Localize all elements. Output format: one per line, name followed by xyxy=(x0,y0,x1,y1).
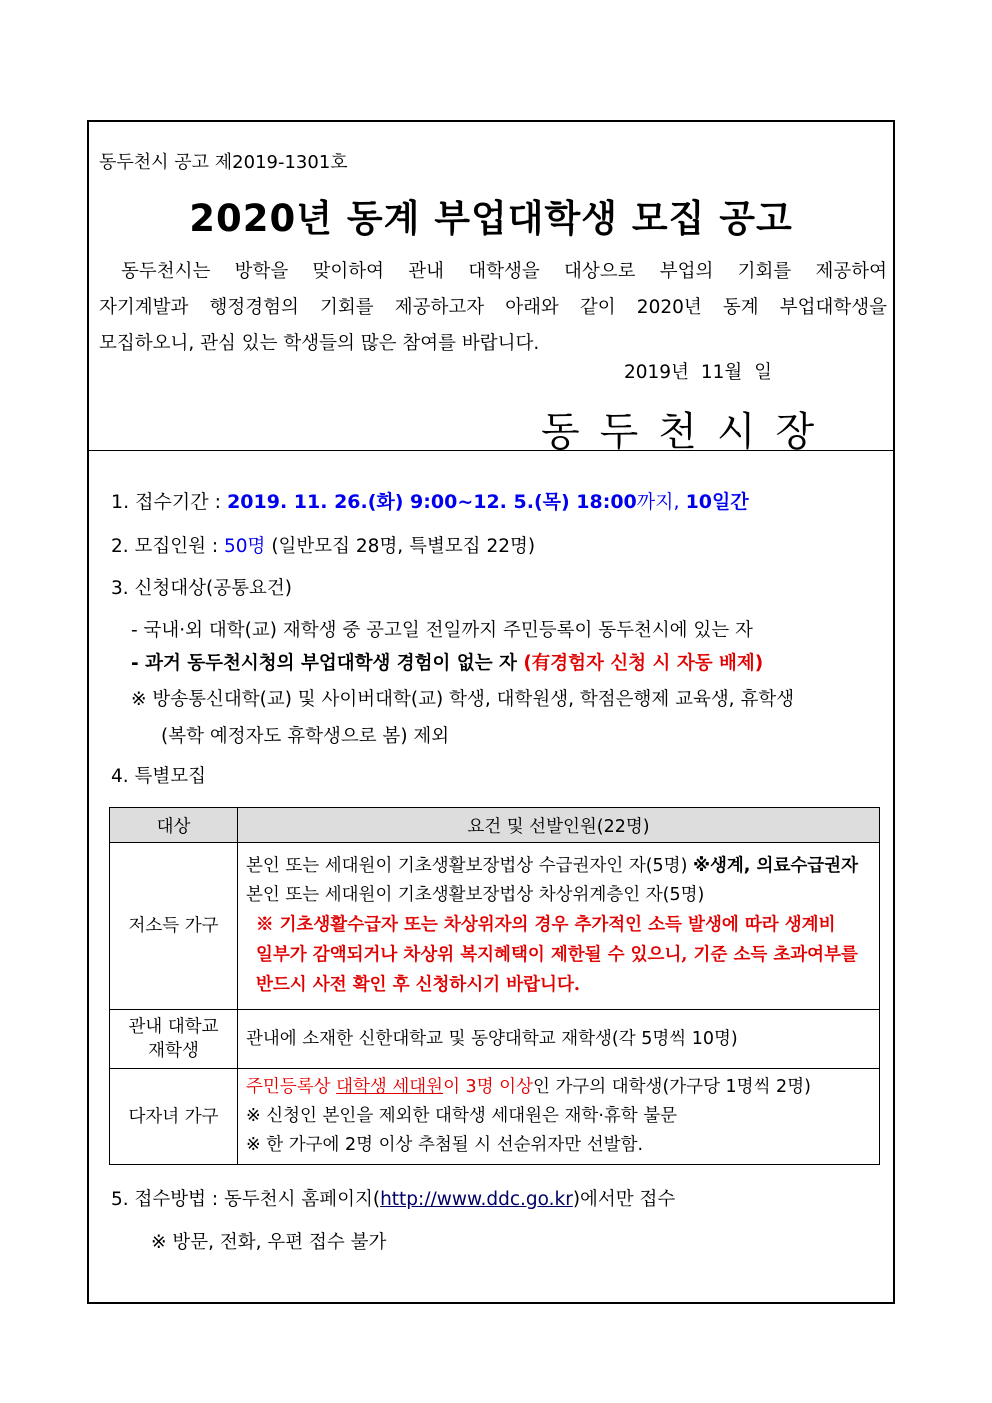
low-income-line-1b: ※생계, 의료수급권자 xyxy=(692,856,858,876)
multi-child-line-1-rest: 인 가구의 대학생(가구당 1명씩 2명) xyxy=(532,1077,811,1097)
notice-frame xyxy=(87,120,895,1304)
multi-child-desc xyxy=(238,1069,880,1165)
local-univ-category-line-2: 재학생 xyxy=(148,1041,199,1061)
item-method xyxy=(111,1185,675,1211)
item-method-label: 5. 접수방법 : 동두천시 홈페이지( xyxy=(111,1189,381,1210)
low-income-line-1a: 본인 또는 세대원이 기초생활보장법상 수급권자인 자(5명) xyxy=(246,856,693,876)
intro-line-3: 모집하오니, 관심 있는 학생들의 많은 참여를 바랍니다. xyxy=(99,333,540,354)
signer: 동두천시장 xyxy=(541,409,835,455)
count-detail: (일반모집 28명, 특별모집 22명) xyxy=(265,536,536,557)
table-row-local-univ xyxy=(110,1010,880,1069)
table-header-requirements: 요건 및 선발인원(22명) xyxy=(238,808,880,843)
multi-child-category: 다자녀 가구 xyxy=(110,1069,238,1165)
eligibility-note-2: (복학 예정자도 휴학생으로 봄) 제외 xyxy=(161,726,450,747)
count-value: 50명 xyxy=(224,536,266,557)
period-days: 10일간 xyxy=(685,491,749,513)
table-row-multi-child xyxy=(110,1069,880,1165)
low-income-warning-1: ※ 기초생활수급자 또는 차상위자의 경우 추가적인 소득 발생에 따라 생계비 xyxy=(256,915,836,935)
table-header-category: 대상 xyxy=(110,808,238,843)
period-until: 까지, xyxy=(636,491,686,513)
low-income-warning-3: 반드시 사전 확인 후 신청하시기 바랍니다. xyxy=(256,975,580,995)
method-note: ※ 방문, 전화, 우편 접수 불가 xyxy=(151,1232,387,1253)
eligibility-line-2-exclusion: (有경험자 신청 시 자동 배제) xyxy=(523,653,764,674)
multi-child-line-1-red3: 이 3명 이상 xyxy=(443,1077,533,1097)
eligibility-line-1: - 국내·외 대학(교) 재학생 중 공고일 전일까지 주민등록이 동두천시에 있는 자 xyxy=(131,620,753,641)
homepage-link[interactable]: http://www.ddc.go.kr xyxy=(380,1189,573,1210)
multi-child-line-3: ※ 한 가구에 2명 이상 추첨될 시 선순위자만 선발함. xyxy=(246,1135,644,1155)
low-income-line-2: 본인 또는 세대원이 기초생활보장법상 차상위계층인 자(5명) xyxy=(246,885,705,905)
table-row-low-income xyxy=(110,843,880,1010)
item-eligibility-label: 3. 신청대상(공통요건) xyxy=(111,578,292,599)
intro-paragraph xyxy=(99,254,887,362)
intro-line-2: 자기계발과 행정경험의 기회를 제공하고자 아래와 같이 2020년 동계 부업대학생을 xyxy=(99,297,887,318)
notice-number: 동두천시 공고 제2019-1301호 xyxy=(99,152,348,173)
eligibility-note-1: ※ 방송통신대학(교) 및 사이버대학(교) 학생, 대학원생, 학점은행제 교육생, 휴학생 xyxy=(131,689,795,710)
local-univ-desc: 관내에 소재한 신한대학교 및 동양대학교 재학생(각 5명씩 10명) xyxy=(238,1010,880,1069)
item-count-label: 2. 모집인원 : xyxy=(111,536,225,557)
page-title: 2020년 동계 부업대학생 모집 공고 xyxy=(189,197,793,240)
item-method-tail: )에서만 접수 xyxy=(572,1189,676,1210)
low-income-desc xyxy=(238,843,880,1010)
table-header-row xyxy=(110,808,880,843)
eligibility-line-2-main: - 과거 동두천시청의 부업대학생 경험이 없는 자 xyxy=(131,653,524,674)
header-divider xyxy=(89,450,893,451)
item-period-label: 1. 접수기간 : xyxy=(111,491,228,513)
local-univ-category-line-1: 관내 대학교 xyxy=(128,1017,219,1037)
intro-line-1: 동두천시는 방학을 맞이하여 관내 대학생을 대상으로 부업의 기회를 제공하여 xyxy=(121,261,887,282)
multi-child-line-1-red2: 대학생 세대원 xyxy=(336,1077,444,1097)
notice-date: 2019년 11월 일 xyxy=(624,362,772,383)
item-period xyxy=(111,487,749,514)
eligibility-line-2 xyxy=(131,649,763,675)
multi-child-line-1-red1: 주민등록상 xyxy=(246,1077,337,1097)
item-count xyxy=(111,532,535,558)
low-income-warning-2: 일부가 감액되거나 차상위 복지혜택이 제한될 수 있으니, 기준 소득 초과여부를 xyxy=(256,945,858,965)
low-income-category: 저소득 가구 xyxy=(110,843,238,1010)
period-value: 2019. 11. 26.(화) 9:00~12. 5.(목) 18:00 xyxy=(227,491,637,513)
item-special-label: 4. 특별모집 xyxy=(111,766,207,787)
multi-child-line-2: ※ 신청인 본인을 제외한 대학생 세대원은 재학·휴학 불문 xyxy=(246,1106,678,1126)
local-univ-category xyxy=(110,1010,238,1069)
special-recruit-table xyxy=(109,807,880,1165)
